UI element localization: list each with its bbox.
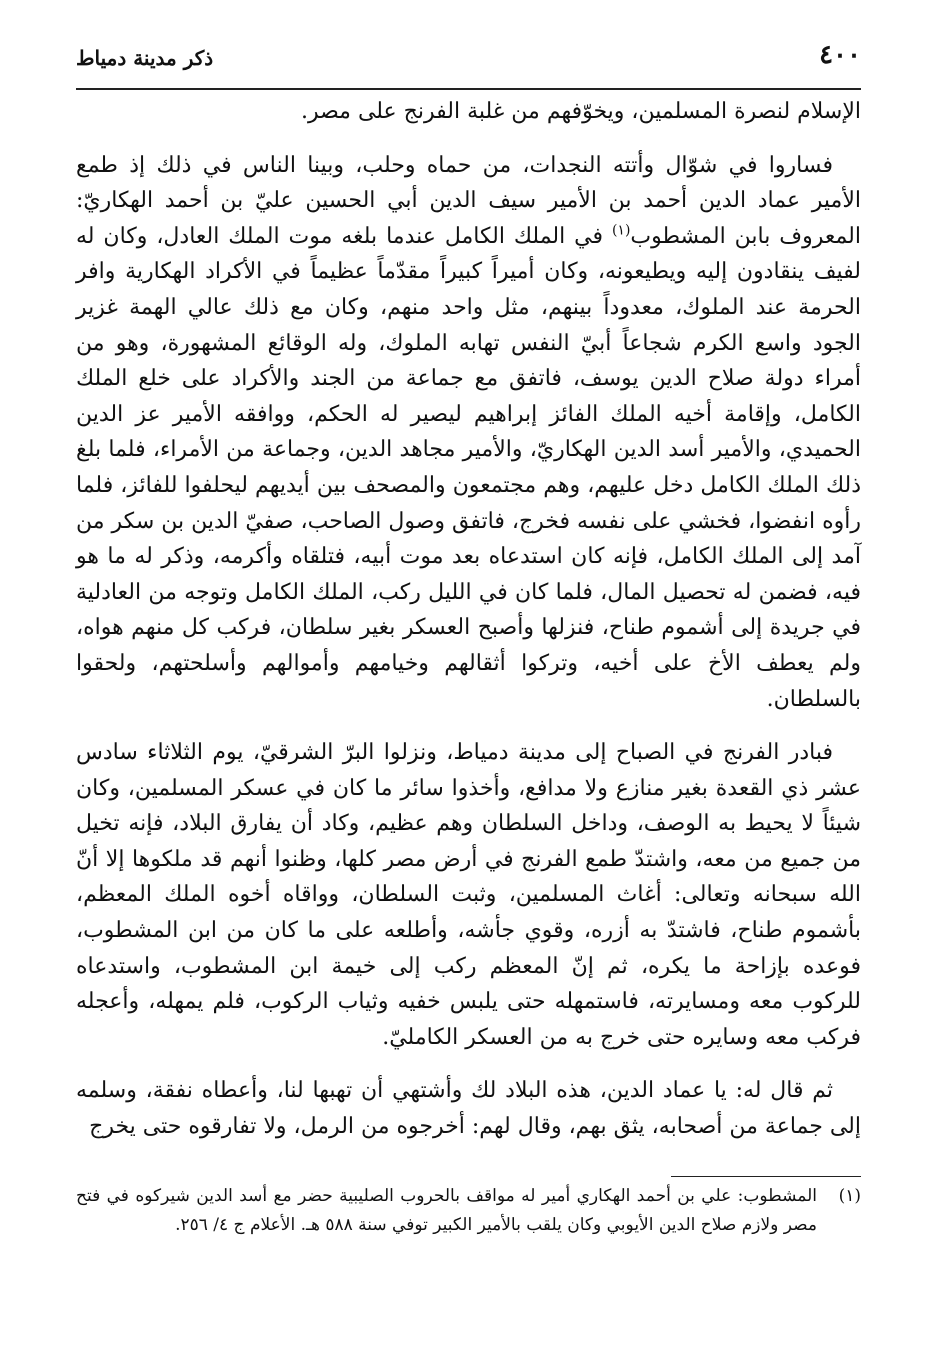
paragraph-continuation: الإسلام لنصرة المسلمين، ويخوّفهم من غلبة الفرنج على مصر. [300, 99, 861, 124]
footnote [76, 1182, 861, 1240]
footnote-reference[interactable]: (١) [611, 222, 631, 239]
footnote-rule [671, 1176, 861, 1177]
running-title: ذكر مدينة دمياط [76, 46, 214, 70]
paragraph-text: فساروا في شوّال وأتته النجدات، من حماه وحلب، وبينا الناس في ذلك إذ طمع الأمير عماد الدين أحمد بن الأمير سيف الدين أبي الحسين عليّ بن أحمد الهكاريّ: المعروف بابن المشطوب [76, 152, 861, 249]
paragraph: فبادر الفرنج في الصباح إلى مدينة دمياط، ونزلوا البرّ الشرقيّ، يوم الثلاثاء سادس عشر ذي القعدة بغير منازع ولا مدافع، وأخذوا سائر ما كان في عسكر المسلمين، وكان شيئاً لا يحيط به الوصف، وداخل السلطان وهم عظيم، وكاد أن يفارق البلاد، فإنه تخيل من جميع من معه، واشتدّ طمع الفرنج في أرض مصر كلها، وظنوا أنهم قد ملكوها إلا أنّ الله سبحانه وتعالى: أغاث المسلمين، وثبت السلطان، وواقاه أخوه الملك المعظم، بأشموم طناح، فاشتدّ به أزره، وقوي جأشه، وأطلعه على ما كان من ابن المشطوب، فوعده بإزاحة ما يكره، ثم إنّ المعظم ركب إلى خيمة ابن المشطوب، واستدعاه للركوب معه ومسايرته، فاستمهله حتى يلبس خفيه وثياب الركوب، فلم يمهله، وأعجله فركب معه وسايره حتى خرج به من العسكر الكامليّ. [76, 740, 861, 1050]
paragraph: ثم قال له: يا عماد الدين، هذه البلاد لك وأشتهي أن تهبها لنا، وأعطاه نفقة، وسلمه إلى جماعة من أصحابه، يثق بهم، وقال لهم: أخرجوه من الرمل، ولا تفارقوه حتى يخرج [76, 1078, 861, 1140]
main-text [76, 94, 861, 1145]
footnotes [76, 1182, 861, 1240]
header-rule [76, 88, 861, 90]
paragraph-text: في الملك الكامل عندما بلغه موت الملك العادل، وكان له لفيف ينقادون إليه ويطيعونه، وكان أميراً كبيراً مقدّماً عظيماً في الأكراد الهكارية وافر الحرمة عند الملوك، معدوداً بينهم، مثل واحد منهم، وكان مع ذلك عالي الهمة غزير الجود واسع الكرم شجاعاً أبيّ النفس تهابه الملوك، وله الوقائع المشهورة، وهو من أمراء دولة صلاح الدين يوسف، فاتفق مع جماعة من الجند والأكراد على خلع الملك الكامل، وإقامة أخيه الملك الفائز إبراهيم ليصير له الحكم، ووافقه الأمير عز الدين الحميدي، والأمير أسد الدين الهكاريّ، والأمير مجاهد الدين، وجماعة من الأمراء، فلما بلغ ذلك الملك الكامل دخل عليهم، وهم مجتمعون والمصحف بين أيديهم ليحلفوا للفائز، فلما رأوه انفضوا، فخشي على نفسه فخرج، فاتفق وصول الصاحب، صفيّ الدين بن سكر من آمد إلى الملك الكامل، فإنه كان استدعاه بعد موت أبيه، فتلقاه وأكرمه، وذكر له ما هو فيه، فضمن له تحصيل المال، فلما كان في الليل ركب، الملك الكامل وتوجه من العادلية في جريدة إلى أشموم طناح، فنزلها وأصبح العسكر بغير سلطان، فركب كل منهم هواه، ولم يعطف الأخ على أخيه، وتركوا أثقالهم وخيامهم وأموالهم وأسلحتهم، ولحقوا بالسلطان. [76, 223, 861, 712]
footnote-text: المشطوب: علي بن أحمد الهكاري أمير له مواقف بالحروب الصليبية حضر مع أسد الدين شيركوه في فتح مصر ولازم صلاح الدين الأيوبي وكان يلقب بالأمير الكبير توفي سنة ٥٨٨ هـ. الأعلام ج ٤/ ٢٥٦. [76, 1186, 817, 1235]
page-number: ٤٠٠ [819, 40, 861, 70]
paragraph [76, 148, 861, 718]
page-header [76, 40, 861, 80]
footnote-number: (١) [838, 1186, 861, 1206]
